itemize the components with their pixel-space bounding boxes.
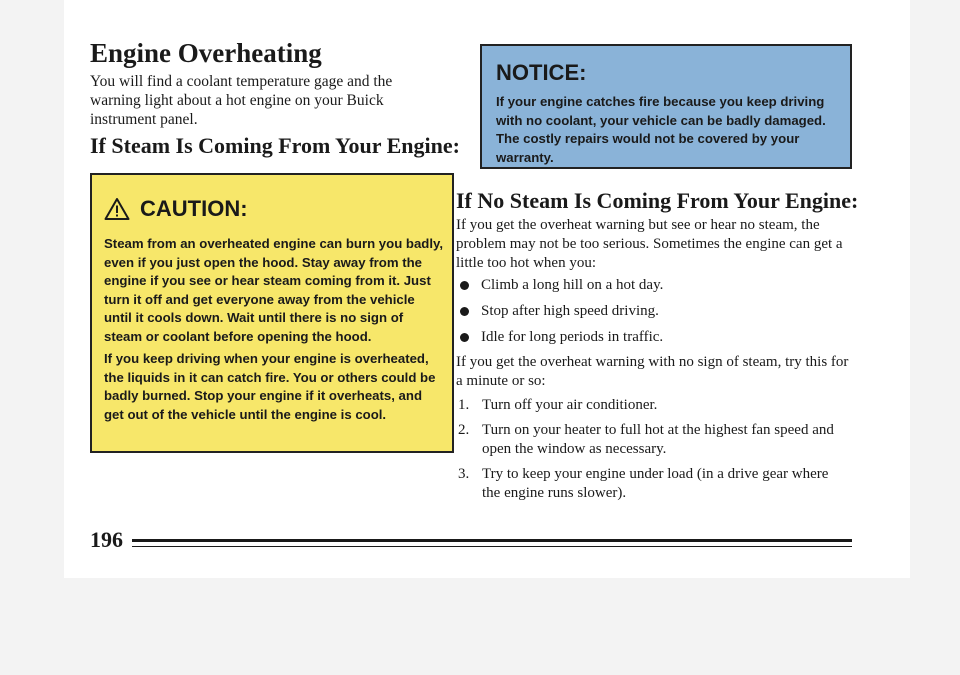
steam-heading: If Steam Is Coming From Your Engine: xyxy=(90,133,460,158)
warning-triangle-icon xyxy=(104,197,130,221)
list-item xyxy=(460,302,840,321)
steps-intro: If you get the overheat warning with no sign of steam, try this for a minute or so: xyxy=(456,354,849,389)
step-text: Try to keep your engine under load (in a drive gear where the engine runs slower). xyxy=(482,466,829,501)
page-number: 196 xyxy=(90,527,123,552)
bullet-icon xyxy=(460,281,469,290)
bullet-text: Climb a long hill on a hot day. xyxy=(481,277,664,293)
caution-paragraph-1: Steam from an overheated engine can burn you badly, even if you just open the hood. Stay away from the engine if you see or hear steam coming from it. Just turn it off and get everyone away from the vehicle until it cools down. Wait until there is no sign of steam or coolant before opening the hood. xyxy=(104,236,444,344)
caution-box xyxy=(90,173,454,453)
list-item xyxy=(458,396,838,415)
footer-rule-thin xyxy=(132,546,852,547)
notice-title: NOTICE: xyxy=(496,60,587,85)
step-text: Turn off your air conditioner. xyxy=(482,397,658,413)
no-steam-heading: If No Steam Is Coming From Your Engine: xyxy=(456,188,859,213)
bullet-text: Idle for long periods in traffic. xyxy=(481,329,664,345)
footer-rule-thick xyxy=(132,539,852,542)
bullet-icon xyxy=(460,333,469,342)
list-item xyxy=(460,328,840,347)
list-item xyxy=(458,421,838,459)
notice-body: If your engine catches fire because you keep driving with no coolant, your vehicle can be badly damaged. The costly repairs would not be covered by your warranty. xyxy=(496,94,826,165)
caution-title-row xyxy=(104,196,248,222)
list-item xyxy=(460,276,840,295)
step-number: 2. xyxy=(458,422,470,438)
step-text: Turn on your heater to full hot at the highest fan speed and open the window as necessary. xyxy=(482,422,834,457)
caution-body xyxy=(104,235,444,428)
bullet-text: Stop after high speed driving. xyxy=(481,303,659,319)
page-title: Engine Overheating xyxy=(90,38,322,68)
no-steam-intro: If you get the overheat warning but see or hear no steam, the problem may not be too serious. Sometimes the engine can get a little too hot when you: xyxy=(456,217,843,271)
caution-paragraph-2: If you keep driving when your engine is overheated, the liquids in it can catch fire. You or others could be badly burned. Stop your engine if it overheats, and get out of the vehicle until the engine is cool. xyxy=(104,351,436,422)
step-number: 3. xyxy=(458,466,470,482)
step-number: 1. xyxy=(458,397,470,413)
intro-paragraph: You will find a coolant temperature gage and the warning light about a hot engine on your Buick instrument panel. xyxy=(90,73,393,128)
list-item xyxy=(458,465,838,503)
caution-title: CAUTION: xyxy=(140,196,248,221)
bullet-icon xyxy=(460,307,469,316)
notice-box xyxy=(480,44,852,169)
